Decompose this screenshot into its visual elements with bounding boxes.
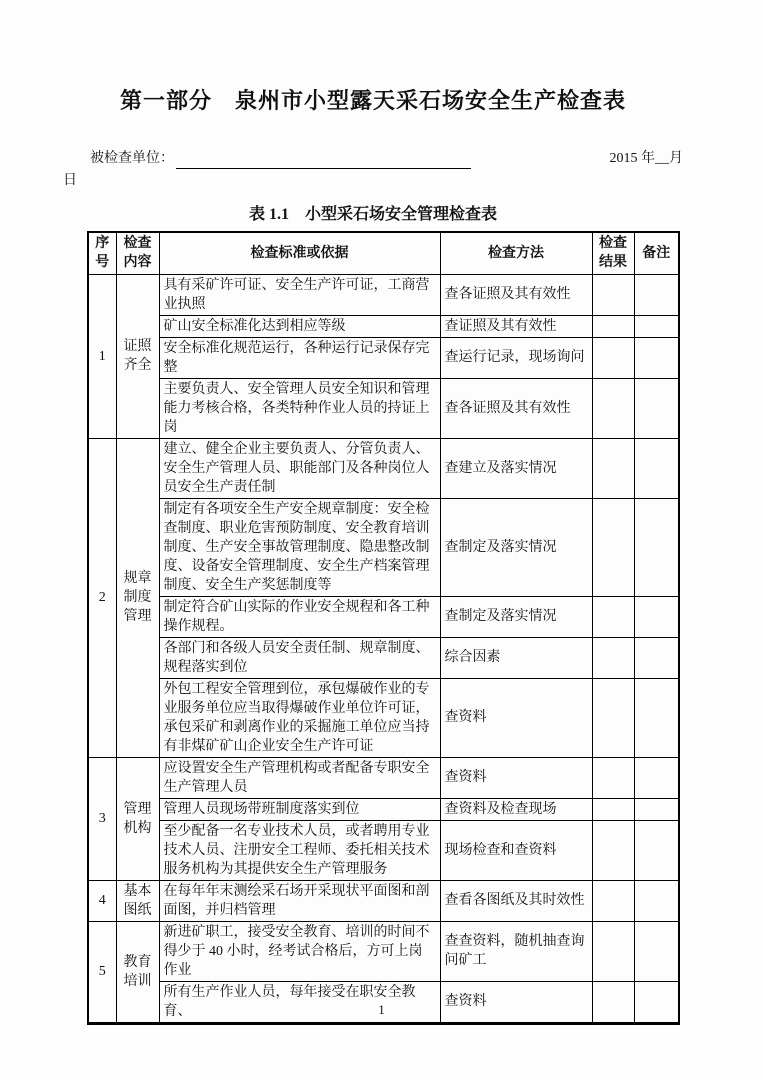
section-category: 教育培训 [116, 921, 159, 1023]
remark-cell [634, 337, 679, 378]
section-number: 1 [88, 274, 116, 438]
remark-cell [634, 274, 679, 315]
section-number: 2 [88, 438, 116, 757]
method-cell: 查资料及检查现场 [440, 798, 592, 820]
result-cell [592, 798, 634, 820]
result-cell [592, 678, 634, 757]
standard-cell: 制定符合矿山实际的作业安全规程和各工种操作规程。 [159, 596, 440, 637]
standard-cell: 新进矿职工，接受安全教育、培训的时间不得少于 40 小时，经考试合格后，方可上岗作业 [159, 921, 440, 981]
inspection-table-body [88, 274, 679, 1023]
result-cell [592, 637, 634, 678]
section-category: 管理机构 [116, 757, 159, 880]
result-cell [592, 315, 634, 337]
method-cell: 查查资料，随机抽查询问矿工 [440, 921, 592, 981]
method-cell: 查资料 [440, 678, 592, 757]
page-number: 1 [378, 1002, 385, 1017]
result-cell [592, 596, 634, 637]
method-cell: 查各证照及其有效性 [440, 378, 592, 438]
method-cell: 现场检查和查资料 [440, 820, 592, 880]
date-day: 日 [63, 173, 77, 188]
section-number: 3 [88, 757, 116, 880]
remark-cell [634, 637, 679, 678]
inspected-unit-blank [176, 152, 471, 169]
standard-cell: 各部门和各级人员安全责任制、规章制度、规程落实到位 [159, 637, 440, 678]
table-row [88, 637, 679, 678]
table-row [88, 315, 679, 337]
method-cell: 查运行记录，现场询问 [440, 337, 592, 378]
standard-cell: 管理人员现场带班制度落实到位 [159, 798, 440, 820]
section-category: 规章制度管理 [116, 438, 159, 757]
remark-cell [634, 798, 679, 820]
remark-cell [634, 921, 679, 981]
standard-cell: 应设置安全生产管理机构或者配备专职安全生产管理人员 [159, 757, 440, 798]
table-row [88, 498, 679, 596]
remark-cell [634, 757, 679, 798]
remark-cell [634, 596, 679, 637]
section-category: 证照齐全 [116, 274, 159, 438]
header-result: 检查结果 [592, 232, 634, 274]
result-cell [592, 820, 634, 880]
standard-cell: 所有生产作业人员，每年接受在职安全教育、 [159, 981, 440, 1023]
method-cell: 综合因素 [440, 637, 592, 678]
remark-cell [634, 438, 679, 498]
method-cell: 查制定及落实情况 [440, 596, 592, 637]
standard-cell: 在每年年末测绘采石场开采现状平面图和剖面图，并归档管理 [159, 880, 440, 921]
header-method: 检查方法 [440, 232, 592, 274]
result-cell [592, 274, 634, 315]
result-cell [592, 757, 634, 798]
header-remark: 备注 [634, 232, 679, 274]
remark-cell [634, 315, 679, 337]
result-cell [592, 921, 634, 981]
inspected-unit-label: 被检查单位： [90, 151, 174, 166]
table-row [88, 880, 679, 921]
section-number: 4 [88, 880, 116, 921]
standard-cell: 具有采矿许可证、安全生产许可证，工商营业执照 [159, 274, 440, 315]
table-row [88, 274, 679, 315]
header-row [88, 232, 679, 274]
section-category: 基本图纸 [116, 880, 159, 921]
standard-cell: 外包工程安全管理到位，承包爆破作业的专业服务单位应当取得爆破作业单位许可证，承包采矿和剥离作业的采掘施工单位应当持有非煤矿矿山企业安全生产许可证 [159, 678, 440, 757]
remark-cell [634, 378, 679, 438]
standard-cell: 建立、健全企业主要负责人、分管负责人、安全生产管理人员、职能部门及各种岗位人员安全生产责任制 [159, 438, 440, 498]
method-cell: 查各证照及其有效性 [440, 274, 592, 315]
result-cell [592, 378, 634, 438]
inspection-table [87, 231, 680, 1025]
result-cell [592, 880, 634, 921]
table-row [88, 798, 679, 820]
standard-cell: 安全标准化规范运行，各种运行记录保存完整 [159, 337, 440, 378]
table-row [88, 596, 679, 637]
header-standard: 检查标准或依据 [159, 232, 440, 274]
result-cell [592, 337, 634, 378]
result-cell [592, 438, 634, 498]
table-row [88, 820, 679, 880]
standard-cell: 主要负责人、安全管理人员安全知识和管理能力考核合格，各类特种作业人员的持证上岗 [159, 378, 440, 438]
table-row [88, 757, 679, 798]
remark-cell [634, 880, 679, 921]
remark-cell [634, 498, 679, 596]
method-cell: 查资料 [440, 981, 592, 1023]
result-cell [592, 498, 634, 596]
standard-cell: 矿山安全标准化达到相应等级 [159, 315, 440, 337]
standard-cell: 至少配备一名专业技术人员，或者聘用专业技术人员、注册安全工程师、委托相关技术服务机构为其提供安全生产管理服务 [159, 820, 440, 880]
table-row [88, 438, 679, 498]
remark-cell [634, 678, 679, 757]
header-seq-no: 序号 [88, 232, 116, 274]
header-check-content: 检查内容 [116, 232, 159, 274]
table-row [88, 337, 679, 378]
date-year-month: 2015 年__月 [609, 151, 683, 166]
method-cell: 查制定及落实情况 [440, 498, 592, 596]
table-row [88, 921, 679, 981]
inspected-unit-line [63, 149, 683, 169]
method-cell: 查证照及其有效性 [440, 315, 592, 337]
table-caption: 表 1.1 小型采石场安全管理检查表 [248, 206, 497, 223]
standard-cell: 制定有各项安全生产安全规章制度：安全检查制度、职业危害预防制度、安全教育培训制度、生产安全事故管理制度、隐患整改制度、设备安全管理制度、安全生产档案管理制度、安全生产奖惩制度等 [159, 498, 440, 596]
method-cell: 查看各图纸及其时效性 [440, 880, 592, 921]
section-number: 5 [88, 921, 116, 1023]
remark-cell [634, 820, 679, 880]
table-row [88, 378, 679, 438]
method-cell: 查建立及落实情况 [440, 438, 592, 498]
method-cell: 查资料 [440, 757, 592, 798]
table-row [88, 678, 679, 757]
page-title: 第一部分 泉州市小型露天采石场安全生产检查表 [119, 88, 626, 113]
